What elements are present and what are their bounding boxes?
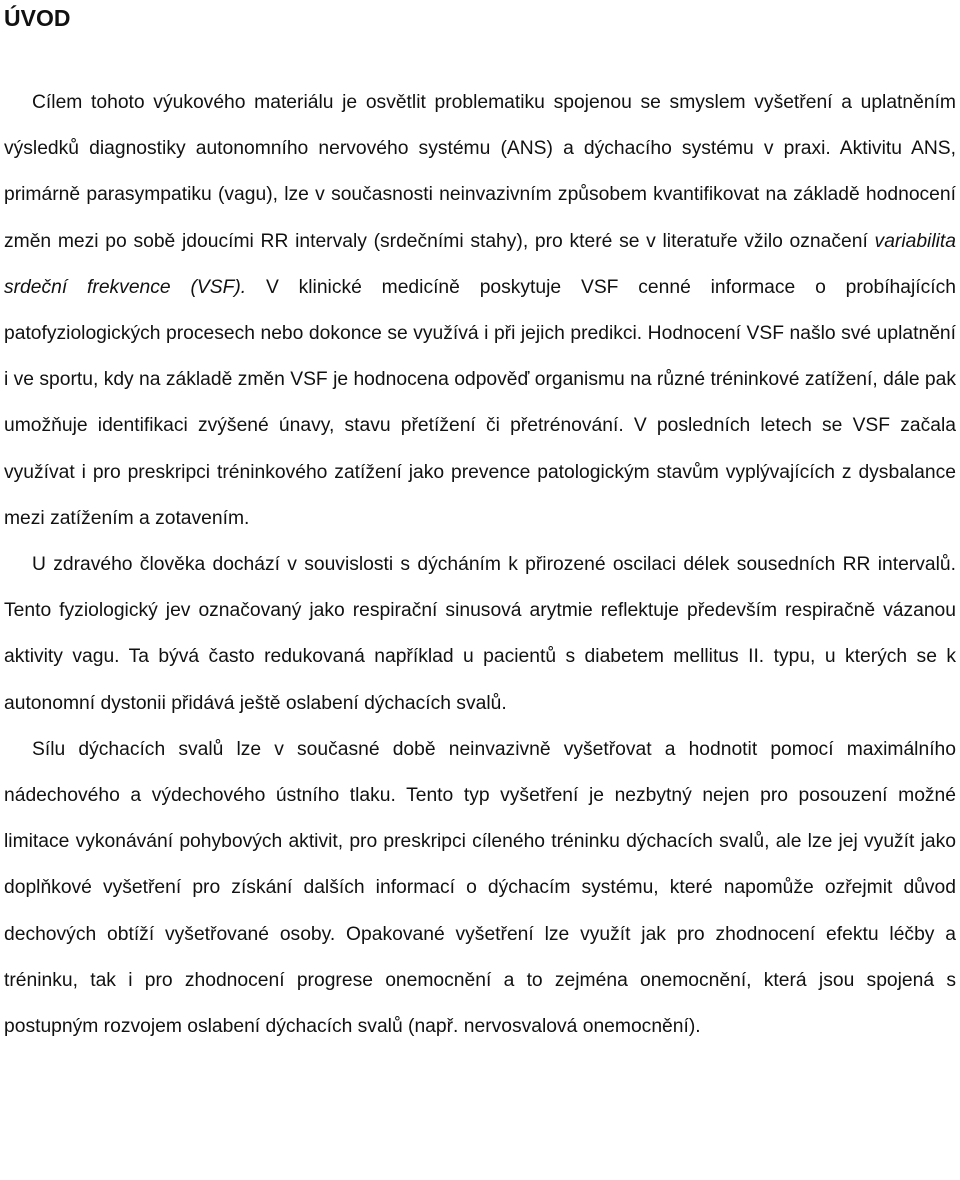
paragraph-intro xyxy=(4,80,956,542)
section-heading: ÚVOD xyxy=(4,5,71,31)
paragraph-respiratory-muscles: Sílu dýchacích svalů lze v současné době neinvazivně vyšetřovat a hodnotit pomocí maximálního nádechového a výdechového ústního tlaku. Tento typ vyšetření je nezbytný nejen pro posouzení možné limitace vykonávání pohybových aktivit, pro preskripci cíleného tréninku dýchacích svalů, ale lze jej využít jako doplňkové vyšetření pro získání dalších informací o dýchacím systému, které napomůže ozřejmit důvod dechových obtíží vyšetřované osoby. Opakované vyšetření lze využít jak pro zhodnocení efektu léčby a tréninku, tak i pro zhodnocení progrese onemocnění a to zejména onemocnění, která jsou spojená s postupným rozvojem oslabení dýchacích svalů (např. nervosvalová onemocnění). xyxy=(4,738,956,1038)
paragraph-intro-text-end: V klinické medicíně poskytuje VSF cenné informace o probíhajících patofyziologických procesech nebo dokonce se využívá i při jejich predikci. Hodnocení VSF našlo své uplatnění i ve sportu, kdy na základě změn VSF je hodnocena odpověď organismu na různé tréninkové zatížení, dále pak umožňuje identifikaci zvýšené únavy, stavu přetížení či přetrénování. V posledních letech se VSF začala využívat i pro preskripci tréninkového zatížení jako prevence patologickým stavům vyplývajících z dysbalance mezi zatížením a zotavením. xyxy=(4,276,956,529)
italic-term: variabilita srdeční frekvence (VSF). xyxy=(4,230,956,298)
paragraph-respiration: U zdravého člověka dochází v souvislosti s dýcháním k přirozené oscilaci délek sousedních RR intervalů. Tento fyziologický jev označovaný jako respirační sinusová arytmie reflektuje především respiračně vázanou aktivity vagu. Ta bývá často redukovaná například u pacientů s diabetem mellitus II. typu, u kterých se k autonomní dystonii přidává ještě oslabení dýchacích svalů. xyxy=(4,554,956,714)
paragraph-intro-text-start: Cílem tohoto výukového materiálu je osvětlit problematiku spojenou se smyslem vyšetření a uplatněním výsledků diagnostiky autonomního nervového systému (ANS) a dýchacího systému v praxi. Aktivitu ANS, primárně parasympatiku (vagu), lze v současnosti neinvazivním způsobem kvantifikovat na základě hodnocení změn mezi po sobě jdoucími RR intervaly (srdečními stahy), pro které se v literatuře vžilo označení xyxy=(4,92,956,252)
